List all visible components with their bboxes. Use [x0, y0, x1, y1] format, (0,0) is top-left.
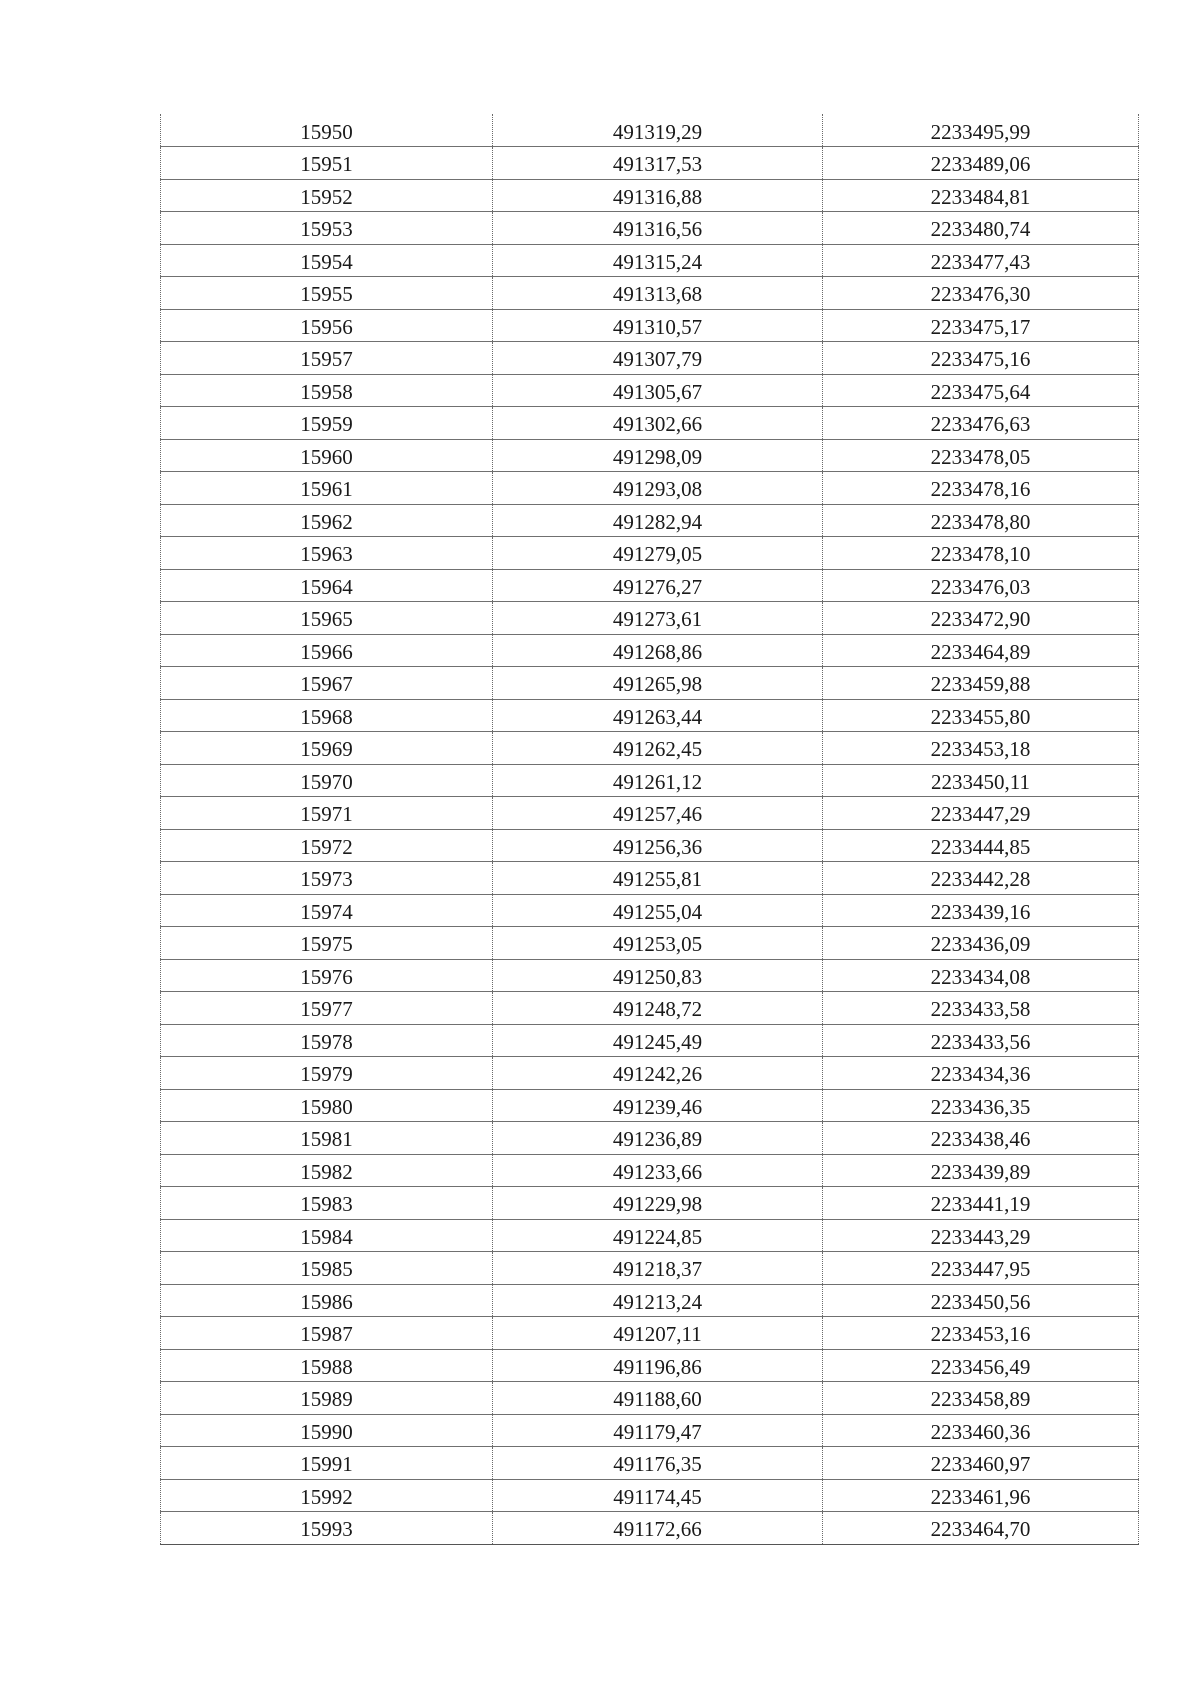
- point-number-cell: 15992: [161, 1479, 493, 1512]
- point-number-cell: 15965: [161, 602, 493, 635]
- point-number-cell: 15966: [161, 634, 493, 667]
- table-row: [161, 147, 1139, 180]
- table-row: [161, 179, 1139, 212]
- table-row: [161, 537, 1139, 570]
- point-number-cell: 15950: [161, 114, 493, 147]
- table-row: [161, 797, 1139, 830]
- table-row: [161, 1317, 1139, 1350]
- x-coordinate-cell: 491224,85: [493, 1219, 823, 1252]
- x-coordinate-cell: 491196,86: [493, 1349, 823, 1382]
- y-coordinate-cell: 2233442,28: [823, 862, 1139, 895]
- y-coordinate-cell: 2233434,08: [823, 959, 1139, 992]
- point-number-cell: 15984: [161, 1219, 493, 1252]
- point-number-cell: 15962: [161, 504, 493, 537]
- x-coordinate-cell: 491207,11: [493, 1317, 823, 1350]
- table-row: [161, 732, 1139, 765]
- point-number-cell: 15989: [161, 1382, 493, 1415]
- x-coordinate-cell: 491239,46: [493, 1089, 823, 1122]
- table-row: [161, 1512, 1139, 1545]
- point-number-cell: 15954: [161, 244, 493, 277]
- point-number-cell: 15960: [161, 439, 493, 472]
- point-number-cell: 15952: [161, 179, 493, 212]
- y-coordinate-cell: 2233436,09: [823, 927, 1139, 960]
- y-coordinate-cell: 2233433,58: [823, 992, 1139, 1025]
- x-coordinate-cell: 491250,83: [493, 959, 823, 992]
- y-coordinate-cell: 2233447,95: [823, 1252, 1139, 1285]
- point-number-cell: 15963: [161, 537, 493, 570]
- table-row: [161, 1479, 1139, 1512]
- x-coordinate-cell: 491276,27: [493, 569, 823, 602]
- point-number-cell: 15987: [161, 1317, 493, 1350]
- point-number-cell: 15971: [161, 797, 493, 830]
- x-coordinate-cell: 491319,29: [493, 114, 823, 147]
- table-row: [161, 602, 1139, 635]
- y-coordinate-cell: 2233450,56: [823, 1284, 1139, 1317]
- x-coordinate-cell: 491263,44: [493, 699, 823, 732]
- coordinates-table-body: [161, 114, 1139, 1544]
- x-coordinate-cell: 491242,26: [493, 1057, 823, 1090]
- table-row: [161, 504, 1139, 537]
- y-coordinate-cell: 2233480,74: [823, 212, 1139, 245]
- x-coordinate-cell: 491310,57: [493, 309, 823, 342]
- y-coordinate-cell: 2233434,36: [823, 1057, 1139, 1090]
- y-coordinate-cell: 2233476,30: [823, 277, 1139, 310]
- table-row: [161, 472, 1139, 505]
- table-row: [161, 1187, 1139, 1220]
- table-row: [161, 992, 1139, 1025]
- y-coordinate-cell: 2233453,16: [823, 1317, 1139, 1350]
- y-coordinate-cell: 2233458,89: [823, 1382, 1139, 1415]
- x-coordinate-cell: 491279,05: [493, 537, 823, 570]
- table-row: [161, 699, 1139, 732]
- table-row: [161, 862, 1139, 895]
- table-row: [161, 1382, 1139, 1415]
- y-coordinate-cell: 2233477,43: [823, 244, 1139, 277]
- point-number-cell: 15964: [161, 569, 493, 602]
- y-coordinate-cell: 2233478,10: [823, 537, 1139, 570]
- x-coordinate-cell: 491265,98: [493, 667, 823, 700]
- y-coordinate-cell: 2233450,11: [823, 764, 1139, 797]
- x-coordinate-cell: 491316,88: [493, 179, 823, 212]
- coordinates-table: [160, 114, 1139, 1545]
- y-coordinate-cell: 2233438,46: [823, 1122, 1139, 1155]
- point-number-cell: 15953: [161, 212, 493, 245]
- table-row: [161, 1349, 1139, 1382]
- table-row: [161, 407, 1139, 440]
- point-number-cell: 15974: [161, 894, 493, 927]
- point-number-cell: 15982: [161, 1154, 493, 1187]
- point-number-cell: 15985: [161, 1252, 493, 1285]
- x-coordinate-cell: 491229,98: [493, 1187, 823, 1220]
- y-coordinate-cell: 2233460,36: [823, 1414, 1139, 1447]
- point-number-cell: 15973: [161, 862, 493, 895]
- point-number-cell: 15968: [161, 699, 493, 732]
- y-coordinate-cell: 2233439,89: [823, 1154, 1139, 1187]
- y-coordinate-cell: 2233444,85: [823, 829, 1139, 862]
- x-coordinate-cell: 491262,45: [493, 732, 823, 765]
- x-coordinate-cell: 491179,47: [493, 1414, 823, 1447]
- y-coordinate-cell: 2233475,64: [823, 374, 1139, 407]
- table-row: [161, 1154, 1139, 1187]
- table-row: [161, 927, 1139, 960]
- point-number-cell: 15958: [161, 374, 493, 407]
- table-row: [161, 829, 1139, 862]
- table-row: [161, 1024, 1139, 1057]
- y-coordinate-cell: 2233460,97: [823, 1447, 1139, 1480]
- table-row: [161, 342, 1139, 375]
- x-coordinate-cell: 491302,66: [493, 407, 823, 440]
- point-number-cell: 15981: [161, 1122, 493, 1155]
- x-coordinate-cell: 491174,45: [493, 1479, 823, 1512]
- y-coordinate-cell: 2233475,16: [823, 342, 1139, 375]
- x-coordinate-cell: 491248,72: [493, 992, 823, 1025]
- table-row: [161, 1219, 1139, 1252]
- table-row: [161, 764, 1139, 797]
- point-number-cell: 15976: [161, 959, 493, 992]
- point-number-cell: 15967: [161, 667, 493, 700]
- y-coordinate-cell: 2233464,89: [823, 634, 1139, 667]
- y-coordinate-cell: 2233478,80: [823, 504, 1139, 537]
- table-row: [161, 667, 1139, 700]
- point-number-cell: 15951: [161, 147, 493, 180]
- table-row: [161, 634, 1139, 667]
- table-row: [161, 569, 1139, 602]
- y-coordinate-cell: 2233476,63: [823, 407, 1139, 440]
- y-coordinate-cell: 2233439,16: [823, 894, 1139, 927]
- y-coordinate-cell: 2233459,88: [823, 667, 1139, 700]
- table-row: [161, 309, 1139, 342]
- point-number-cell: 15975: [161, 927, 493, 960]
- table-row: [161, 212, 1139, 245]
- point-number-cell: 15983: [161, 1187, 493, 1220]
- point-number-cell: 15993: [161, 1512, 493, 1545]
- x-coordinate-cell: 491172,66: [493, 1512, 823, 1545]
- table-row: [161, 439, 1139, 472]
- y-coordinate-cell: 2233461,96: [823, 1479, 1139, 1512]
- x-coordinate-cell: 491255,81: [493, 862, 823, 895]
- table-row: [161, 1414, 1139, 1447]
- y-coordinate-cell: 2233453,18: [823, 732, 1139, 765]
- y-coordinate-cell: 2233489,06: [823, 147, 1139, 180]
- point-number-cell: 15991: [161, 1447, 493, 1480]
- table-row: [161, 277, 1139, 310]
- x-coordinate-cell: 491253,05: [493, 927, 823, 960]
- point-number-cell: 15959: [161, 407, 493, 440]
- y-coordinate-cell: 2233476,03: [823, 569, 1139, 602]
- y-coordinate-cell: 2233433,56: [823, 1024, 1139, 1057]
- point-number-cell: 15972: [161, 829, 493, 862]
- point-number-cell: 15977: [161, 992, 493, 1025]
- y-coordinate-cell: 2233456,49: [823, 1349, 1139, 1382]
- point-number-cell: 15986: [161, 1284, 493, 1317]
- y-coordinate-cell: 2233443,29: [823, 1219, 1139, 1252]
- x-coordinate-cell: 491307,79: [493, 342, 823, 375]
- y-coordinate-cell: 2233475,17: [823, 309, 1139, 342]
- table-row: [161, 1089, 1139, 1122]
- point-number-cell: 15980: [161, 1089, 493, 1122]
- y-coordinate-cell: 2233436,35: [823, 1089, 1139, 1122]
- table-row: [161, 114, 1139, 147]
- x-coordinate-cell: 491315,24: [493, 244, 823, 277]
- point-number-cell: 15955: [161, 277, 493, 310]
- table-row: [161, 1122, 1139, 1155]
- x-coordinate-cell: 491188,60: [493, 1382, 823, 1415]
- x-coordinate-cell: 491293,08: [493, 472, 823, 505]
- x-coordinate-cell: 491261,12: [493, 764, 823, 797]
- y-coordinate-cell: 2233484,81: [823, 179, 1139, 212]
- y-coordinate-cell: 2233495,99: [823, 114, 1139, 147]
- x-coordinate-cell: 491245,49: [493, 1024, 823, 1057]
- x-coordinate-cell: 491317,53: [493, 147, 823, 180]
- point-number-cell: 15988: [161, 1349, 493, 1382]
- x-coordinate-cell: 491257,46: [493, 797, 823, 830]
- point-number-cell: 15990: [161, 1414, 493, 1447]
- x-coordinate-cell: 491213,24: [493, 1284, 823, 1317]
- x-coordinate-cell: 491316,56: [493, 212, 823, 245]
- y-coordinate-cell: 2233478,16: [823, 472, 1139, 505]
- x-coordinate-cell: 491268,86: [493, 634, 823, 667]
- x-coordinate-cell: 491236,89: [493, 1122, 823, 1155]
- y-coordinate-cell: 2233441,19: [823, 1187, 1139, 1220]
- x-coordinate-cell: 491273,61: [493, 602, 823, 635]
- y-coordinate-cell: 2233472,90: [823, 602, 1139, 635]
- point-number-cell: 15970: [161, 764, 493, 797]
- y-coordinate-cell: 2233455,80: [823, 699, 1139, 732]
- point-number-cell: 15979: [161, 1057, 493, 1090]
- x-coordinate-cell: 491218,37: [493, 1252, 823, 1285]
- x-coordinate-cell: 491255,04: [493, 894, 823, 927]
- table-row: [161, 244, 1139, 277]
- table-row: [161, 894, 1139, 927]
- table-row: [161, 1284, 1139, 1317]
- table-row: [161, 1057, 1139, 1090]
- x-coordinate-cell: 491176,35: [493, 1447, 823, 1480]
- point-number-cell: 15957: [161, 342, 493, 375]
- y-coordinate-cell: 2233464,70: [823, 1512, 1139, 1545]
- x-coordinate-cell: 491305,67: [493, 374, 823, 407]
- point-number-cell: 15969: [161, 732, 493, 765]
- point-number-cell: 15978: [161, 1024, 493, 1057]
- table-row: [161, 959, 1139, 992]
- x-coordinate-cell: 491256,36: [493, 829, 823, 862]
- x-coordinate-cell: 491282,94: [493, 504, 823, 537]
- x-coordinate-cell: 491313,68: [493, 277, 823, 310]
- x-coordinate-cell: 491298,09: [493, 439, 823, 472]
- point-number-cell: 15956: [161, 309, 493, 342]
- table-row: [161, 1252, 1139, 1285]
- point-number-cell: 15961: [161, 472, 493, 505]
- table-row: [161, 1447, 1139, 1480]
- y-coordinate-cell: 2233447,29: [823, 797, 1139, 830]
- y-coordinate-cell: 2233478,05: [823, 439, 1139, 472]
- x-coordinate-cell: 491233,66: [493, 1154, 823, 1187]
- table-row: [161, 374, 1139, 407]
